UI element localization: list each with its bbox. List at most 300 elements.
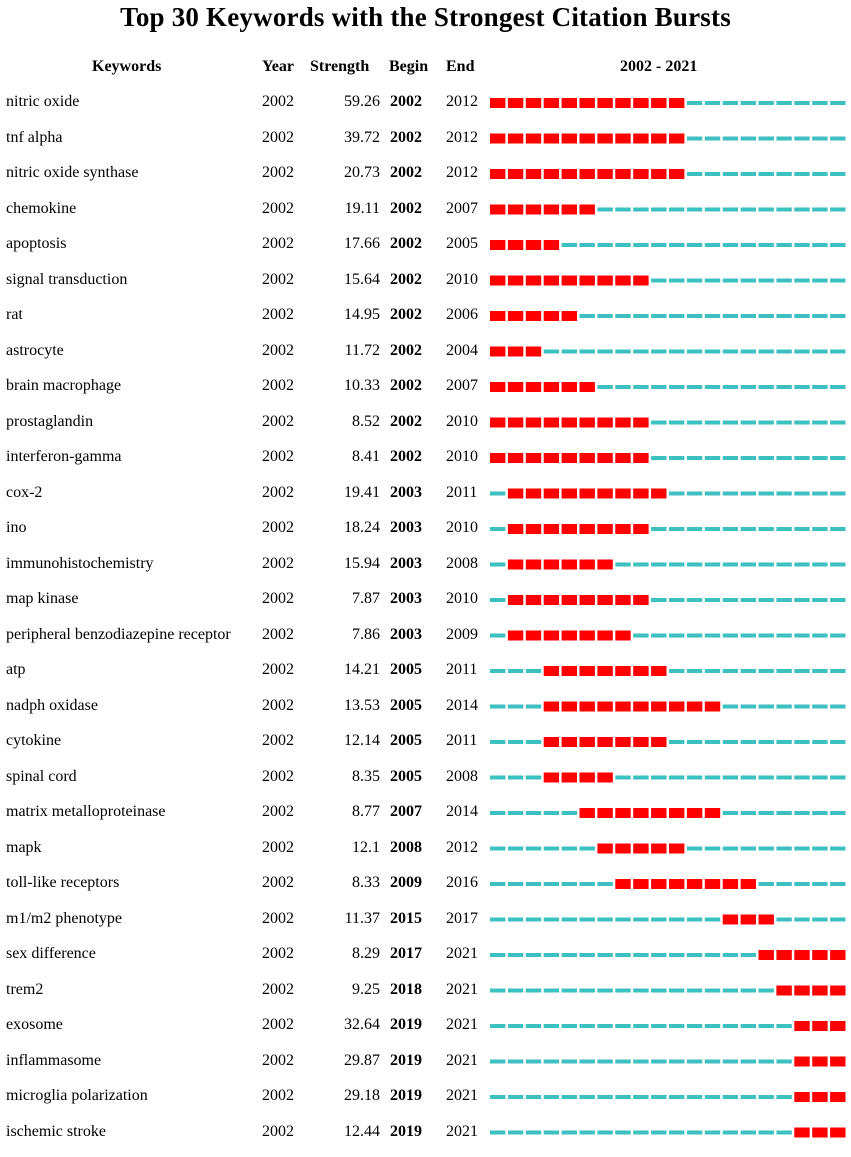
- year-value: 2002: [262, 341, 294, 361]
- baseline-segment: [741, 1024, 756, 1028]
- baseline-segment: [812, 705, 827, 709]
- baseline-segment: [580, 918, 595, 922]
- burst-segment: [562, 702, 577, 712]
- baseline-segment: [490, 811, 505, 815]
- baseline-segment: [651, 350, 666, 354]
- baseline-segment: [651, 989, 666, 993]
- baseline-segment: [723, 847, 738, 851]
- burst-segment: [651, 808, 666, 818]
- keyword-label: cytokine: [6, 731, 61, 751]
- burst-segment: [562, 737, 577, 747]
- baseline-segment: [705, 1060, 720, 1064]
- baseline-segment: [669, 1060, 684, 1064]
- baseline-segment: [705, 847, 720, 851]
- baseline-segment: [544, 882, 559, 886]
- baseline-segment: [669, 385, 684, 389]
- burst-segment: [597, 453, 612, 463]
- baseline-segment: [580, 989, 595, 993]
- baseline-segment: [580, 1095, 595, 1099]
- baseline-segment: [526, 1024, 541, 1028]
- baseline-segment: [741, 492, 756, 496]
- burst-segment: [615, 844, 630, 854]
- burst-segment: [580, 382, 595, 392]
- baseline-segment: [776, 1131, 791, 1135]
- baseline-segment: [615, 1024, 630, 1028]
- baseline-segment: [651, 208, 666, 212]
- burst-segment: [669, 844, 684, 854]
- baseline-segment: [490, 634, 505, 638]
- baseline-segment: [705, 563, 720, 567]
- strength-value: 29.18: [300, 1086, 380, 1106]
- keyword-label: chemokine: [6, 199, 76, 219]
- baseline-segment: [741, 279, 756, 283]
- burst-segment: [633, 489, 648, 499]
- strength-value: 19.41: [300, 483, 380, 503]
- burst-segment: [580, 560, 595, 570]
- baseline-segment: [490, 1095, 505, 1099]
- baseline-segment: [812, 314, 827, 318]
- year-value: 2002: [262, 234, 294, 254]
- burst-segment: [544, 666, 559, 676]
- burst-segment: [562, 666, 577, 676]
- baseline-segment: [741, 740, 756, 744]
- keyword-label: apoptosis: [6, 234, 66, 254]
- year-value: 2002: [262, 660, 294, 680]
- burst-segment: [490, 240, 505, 250]
- header-begin: Begin: [389, 58, 428, 76]
- baseline-segment: [705, 385, 720, 389]
- begin-value: 2005: [390, 660, 422, 680]
- keyword-label: exosome: [6, 1015, 63, 1035]
- end-value: 2010: [446, 412, 478, 432]
- burst-segment: [580, 489, 595, 499]
- baseline-segment: [669, 776, 684, 780]
- baseline-segment: [526, 776, 541, 780]
- baseline-segment: [794, 811, 809, 815]
- baseline-segment: [651, 279, 666, 283]
- baseline-segment: [759, 137, 774, 141]
- baseline-segment: [794, 918, 809, 922]
- begin-value: 2003: [390, 483, 422, 503]
- begin-value: 2002: [390, 412, 422, 432]
- baseline-segment: [776, 385, 791, 389]
- baseline-segment: [651, 243, 666, 247]
- burst-segment: [490, 98, 505, 108]
- burst-segment: [562, 276, 577, 286]
- year-value: 2002: [262, 1015, 294, 1035]
- keyword-label: ino: [6, 518, 26, 538]
- burst-segment: [741, 915, 756, 925]
- begin-value: 2018: [390, 980, 422, 1000]
- strength-value: 8.35: [300, 767, 380, 787]
- begin-value: 2005: [390, 731, 422, 751]
- baseline-segment: [615, 385, 630, 389]
- begin-value: 2007: [390, 802, 422, 822]
- baseline-segment: [741, 350, 756, 354]
- baseline-segment: [508, 669, 523, 673]
- baseline-segment: [794, 208, 809, 212]
- burst-segment: [526, 134, 541, 144]
- end-value: 2017: [446, 909, 478, 929]
- end-value: 2021: [446, 980, 478, 1000]
- baseline-segment: [526, 811, 541, 815]
- baseline-segment: [794, 634, 809, 638]
- strength-value: 59.26: [300, 92, 380, 112]
- baseline-segment: [669, 527, 684, 531]
- baseline-segment: [580, 1131, 595, 1135]
- end-value: 2008: [446, 554, 478, 574]
- burst-segment: [580, 453, 595, 463]
- strength-value: 29.87: [300, 1051, 380, 1071]
- baseline-segment: [759, 279, 774, 283]
- baseline-segment: [615, 776, 630, 780]
- strength-value: 15.64: [300, 270, 380, 290]
- baseline-segment: [580, 314, 595, 318]
- end-value: 2014: [446, 802, 478, 822]
- burst-segment: [526, 98, 541, 108]
- baseline-segment: [651, 563, 666, 567]
- strength-value: 8.29: [300, 944, 380, 964]
- baseline-segment: [776, 634, 791, 638]
- burst-segment: [508, 489, 523, 499]
- baseline-segment: [562, 847, 577, 851]
- baseline-segment: [705, 456, 720, 460]
- baseline-segment: [669, 989, 684, 993]
- burst-segment: [651, 844, 666, 854]
- baseline-segment: [508, 1095, 523, 1099]
- burst-segment: [633, 595, 648, 605]
- burst-segment: [669, 702, 684, 712]
- baseline-segment: [812, 598, 827, 602]
- baseline-segment: [597, 243, 612, 247]
- baseline-segment: [723, 314, 738, 318]
- baseline-segment: [812, 208, 827, 212]
- baseline-segment: [741, 811, 756, 815]
- burst-segment: [794, 1092, 809, 1102]
- baseline-segment: [723, 137, 738, 141]
- end-value: 2011: [446, 660, 477, 680]
- burst-segment: [580, 98, 595, 108]
- year-value: 2002: [262, 696, 294, 716]
- burst-segment: [562, 489, 577, 499]
- strength-value: 8.52: [300, 412, 380, 432]
- burst-segment: [705, 702, 720, 712]
- baseline-segment: [490, 882, 505, 886]
- baseline-segment: [508, 918, 523, 922]
- keyword-label: nitric oxide synthase: [6, 163, 138, 183]
- burst-segment: [544, 98, 559, 108]
- baseline-segment: [812, 456, 827, 460]
- baseline-segment: [687, 989, 702, 993]
- baseline-segment: [794, 563, 809, 567]
- baseline-segment: [741, 705, 756, 709]
- burst-segment: [687, 702, 702, 712]
- baseline-segment: [580, 847, 595, 851]
- burst-segment: [490, 276, 505, 286]
- baseline-segment: [615, 208, 630, 212]
- burst-segment: [526, 524, 541, 534]
- baseline-segment: [633, 563, 648, 567]
- begin-value: 2009: [390, 873, 422, 893]
- burst-segment: [508, 276, 523, 286]
- header-year: Year: [262, 58, 294, 76]
- baseline-segment: [651, 1095, 666, 1099]
- burst-segment: [759, 950, 774, 960]
- baseline-segment: [830, 527, 845, 531]
- burst-segment: [615, 631, 630, 641]
- burst-segment: [830, 1021, 845, 1031]
- keyword-label: trem2: [6, 980, 43, 1000]
- baseline-segment: [741, 421, 756, 425]
- baseline-segment: [687, 421, 702, 425]
- end-value: 2012: [446, 838, 478, 858]
- burst-segment: [633, 808, 648, 818]
- burst-segment: [615, 595, 630, 605]
- baseline-segment: [812, 811, 827, 815]
- baseline-segment: [759, 740, 774, 744]
- burst-segment: [544, 737, 559, 747]
- keyword-label: cox-2: [6, 483, 42, 503]
- baseline-segment: [759, 1060, 774, 1064]
- header-keywords: Keywords: [92, 58, 161, 76]
- baseline-segment: [597, 314, 612, 318]
- burst-segment: [615, 169, 630, 179]
- baseline-segment: [776, 811, 791, 815]
- baseline-segment: [651, 456, 666, 460]
- burst-segment: [490, 453, 505, 463]
- burst-segment: [580, 702, 595, 712]
- burst-segment: [562, 560, 577, 570]
- baseline-segment: [633, 1131, 648, 1135]
- baseline-segment: [741, 456, 756, 460]
- baseline-segment: [562, 882, 577, 886]
- baseline-segment: [669, 634, 684, 638]
- begin-value: 2002: [390, 92, 422, 112]
- burst-segment: [562, 205, 577, 215]
- burst-segment: [580, 418, 595, 428]
- baseline-segment: [776, 456, 791, 460]
- baseline-segment: [669, 208, 684, 212]
- keyword-label: mapk: [6, 838, 42, 858]
- burst-segment: [597, 631, 612, 641]
- burst-segment: [580, 205, 595, 215]
- baseline-segment: [812, 279, 827, 283]
- burst-segment: [615, 134, 630, 144]
- baseline-segment: [759, 243, 774, 247]
- baseline-segment: [597, 989, 612, 993]
- begin-value: 2017: [390, 944, 422, 964]
- baseline-segment: [830, 350, 845, 354]
- baseline-segment: [759, 1131, 774, 1135]
- burst-segment: [508, 311, 523, 321]
- baseline-segment: [490, 1024, 505, 1028]
- baseline-segment: [490, 563, 505, 567]
- end-value: 2005: [446, 234, 478, 254]
- burst-segment: [580, 169, 595, 179]
- burst-segment: [580, 631, 595, 641]
- year-value: 2002: [262, 731, 294, 751]
- baseline-segment: [687, 918, 702, 922]
- baseline-segment: [651, 385, 666, 389]
- baseline-segment: [794, 172, 809, 176]
- baseline-segment: [705, 101, 720, 105]
- baseline-segment: [669, 350, 684, 354]
- burst-segment: [597, 560, 612, 570]
- baseline-segment: [830, 634, 845, 638]
- burst-segment: [544, 240, 559, 250]
- begin-value: 2019: [390, 1086, 422, 1106]
- burst-segment: [597, 489, 612, 499]
- baseline-segment: [741, 989, 756, 993]
- baseline-segment: [597, 350, 612, 354]
- baseline-segment: [526, 669, 541, 673]
- baseline-segment: [669, 1024, 684, 1028]
- burst-segment: [723, 915, 738, 925]
- baseline-segment: [544, 1060, 559, 1064]
- baseline-segment: [794, 314, 809, 318]
- baseline-segment: [669, 279, 684, 283]
- baseline-segment: [490, 492, 505, 496]
- baseline-segment: [812, 740, 827, 744]
- baseline-segment: [794, 421, 809, 425]
- baseline-segment: [794, 740, 809, 744]
- strength-value: 8.33: [300, 873, 380, 893]
- year-value: 2002: [262, 483, 294, 503]
- baseline-segment: [794, 137, 809, 141]
- burst-segment: [633, 844, 648, 854]
- burst-segment: [794, 1021, 809, 1031]
- begin-value: 2019: [390, 1015, 422, 1035]
- baseline-segment: [562, 350, 577, 354]
- baseline-segment: [687, 1095, 702, 1099]
- burst-segment: [544, 453, 559, 463]
- burst-segment: [633, 879, 648, 889]
- burst-segment: [490, 134, 505, 144]
- baseline-segment: [741, 598, 756, 602]
- burst-segment: [633, 666, 648, 676]
- burst-segment: [812, 1092, 827, 1102]
- year-value: 2002: [262, 802, 294, 822]
- baseline-segment: [830, 847, 845, 851]
- baseline-segment: [490, 669, 505, 673]
- baseline-segment: [490, 918, 505, 922]
- baseline-segment: [562, 953, 577, 957]
- baseline-segment: [580, 953, 595, 957]
- strength-value: 18.24: [300, 518, 380, 538]
- burst-segment: [508, 347, 523, 357]
- baseline-segment: [580, 1024, 595, 1028]
- baseline-segment: [615, 1131, 630, 1135]
- baseline-segment: [776, 101, 791, 105]
- end-value: 2006: [446, 305, 478, 325]
- baseline-segment: [812, 563, 827, 567]
- begin-value: 2005: [390, 767, 422, 787]
- end-value: 2010: [446, 270, 478, 290]
- baseline-segment: [669, 492, 684, 496]
- baseline-segment: [812, 634, 827, 638]
- baseline-segment: [705, 421, 720, 425]
- keyword-label: atp: [6, 660, 26, 680]
- baseline-segment: [687, 847, 702, 851]
- baseline-segment: [544, 1131, 559, 1135]
- burst-segment: [651, 489, 666, 499]
- burst-segment: [580, 773, 595, 783]
- baseline-segment: [776, 563, 791, 567]
- header-strength: Strength: [310, 58, 369, 76]
- burst-segment: [526, 347, 541, 357]
- baseline-segment: [705, 953, 720, 957]
- baseline-segment: [812, 847, 827, 851]
- baseline-segment: [741, 137, 756, 141]
- burst-segment: [580, 595, 595, 605]
- baseline-segment: [490, 1131, 505, 1135]
- baseline-segment: [508, 1060, 523, 1064]
- burst-segment: [526, 169, 541, 179]
- burst-segment: [597, 844, 612, 854]
- baseline-segment: [705, 1024, 720, 1028]
- burst-segment: [490, 169, 505, 179]
- year-value: 2002: [262, 92, 294, 112]
- year-value: 2002: [262, 412, 294, 432]
- baseline-segment: [705, 314, 720, 318]
- burst-segment: [615, 737, 630, 747]
- baseline-segment: [669, 1131, 684, 1135]
- burst-segment: [633, 702, 648, 712]
- baseline-segment: [597, 882, 612, 886]
- burst-segment: [597, 169, 612, 179]
- burst-segment: [544, 418, 559, 428]
- baseline-segment: [633, 350, 648, 354]
- baseline-segment: [759, 563, 774, 567]
- end-value: 2008: [446, 767, 478, 787]
- baseline-segment: [723, 456, 738, 460]
- baseline-segment: [776, 882, 791, 886]
- baseline-segment: [776, 492, 791, 496]
- burst-segment: [580, 737, 595, 747]
- baseline-segment: [633, 989, 648, 993]
- baseline-segment: [562, 1060, 577, 1064]
- strength-value: 19.11: [300, 199, 380, 219]
- burst-segment: [526, 418, 541, 428]
- baseline-segment: [830, 776, 845, 780]
- baseline-segment: [615, 989, 630, 993]
- baseline-segment: [741, 385, 756, 389]
- baseline-segment: [669, 1095, 684, 1099]
- baseline-segment: [794, 669, 809, 673]
- burst-segment: [597, 134, 612, 144]
- baseline-segment: [830, 385, 845, 389]
- year-value: 2002: [262, 1086, 294, 1106]
- burst-segment: [544, 489, 559, 499]
- begin-value: 2002: [390, 234, 422, 254]
- burst-segment: [490, 347, 505, 357]
- end-value: 2010: [446, 518, 478, 538]
- baseline-segment: [741, 314, 756, 318]
- baseline-segment: [508, 705, 523, 709]
- baseline-segment: [759, 669, 774, 673]
- baseline-segment: [669, 243, 684, 247]
- baseline-segment: [705, 243, 720, 247]
- strength-value: 15.94: [300, 554, 380, 574]
- baseline-segment: [526, 705, 541, 709]
- strength-value: 7.87: [300, 589, 380, 609]
- baseline-segment: [776, 740, 791, 744]
- baseline-segment: [687, 101, 702, 105]
- keyword-label: nitric oxide: [6, 92, 79, 112]
- baseline-segment: [794, 243, 809, 247]
- baseline-segment: [490, 847, 505, 851]
- burst-segment: [597, 418, 612, 428]
